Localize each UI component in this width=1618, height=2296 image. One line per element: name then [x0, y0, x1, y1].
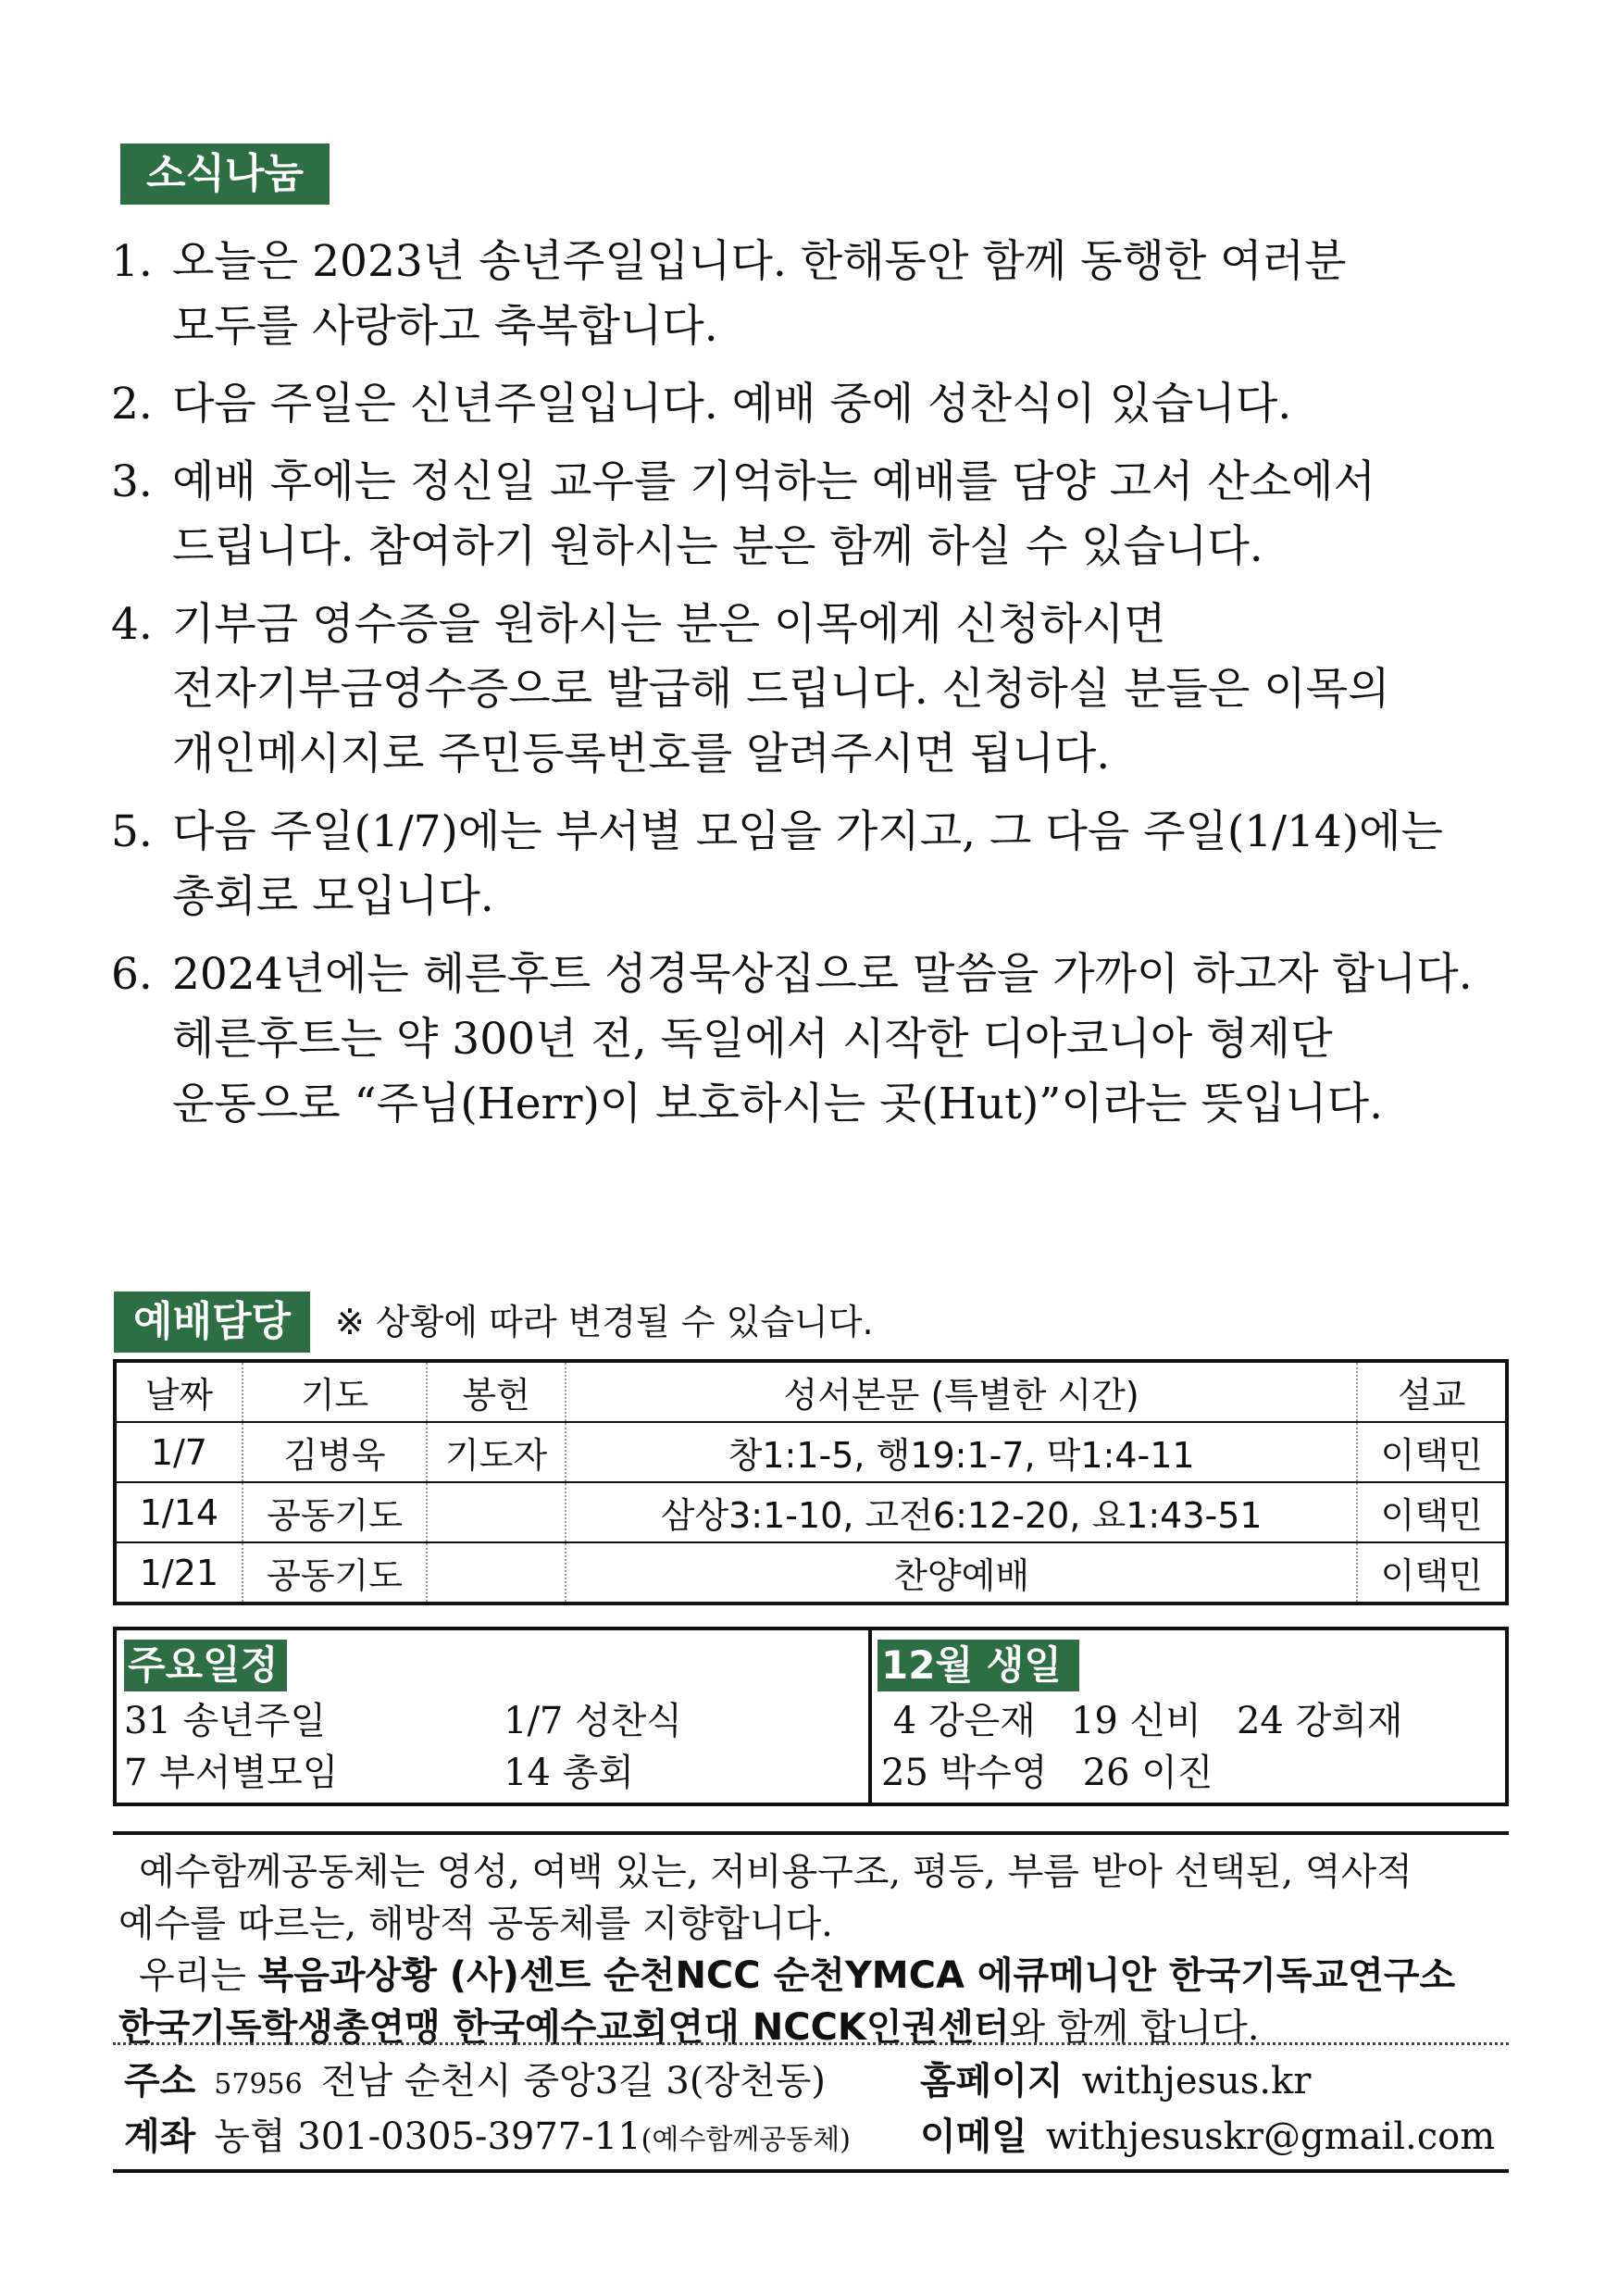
address-label: 주소 — [124, 2060, 196, 2103]
schedule-item: 31 송년주일 — [124, 1700, 327, 1742]
news-item-line: 2024년에는 헤른후트 성경묵상집으로 말씀을 가까이 하고자 합니다. — [172, 949, 1473, 1000]
news-item-line: 다음 주일(1/7)에는 부서별 모임을 가지고, 그 다음 주일(1/14)에는 — [172, 806, 1443, 857]
table-row — [115, 1482, 1507, 1542]
contact-info — [124, 2053, 1509, 2165]
cell-date: 1/7 — [115, 1422, 243, 1482]
schedule-item: 14 총회 — [504, 1752, 634, 1794]
news-item-line: 운동으로 “주님(Herr)이 보호하시는 곳(Hut)”이라는 뜻입니다. — [172, 1079, 1384, 1129]
cell-offering — [427, 1482, 566, 1542]
dotted-divider — [113, 2042, 1509, 2045]
worship-section-tag: 예배담당 — [114, 1292, 310, 1353]
news-section-tag: 소식나눔 — [120, 144, 330, 205]
news-item-line: 기부금 영수증을 원하시는 분은 이목에게 신청하시면 — [172, 599, 1166, 650]
news-item-line: 다음 주일은 신년주일입니다. 예배 중에 성찬식이 있습니다. — [172, 379, 1292, 430]
news-item-line: 오늘은 2023년 송년주일입니다. 한해동안 함께 동행한 여러분 — [172, 236, 1347, 287]
account-holder: (예수함께공동체) — [641, 2124, 851, 2156]
news-item — [111, 450, 1518, 580]
schedule-item: 7 부서별모임 — [124, 1752, 339, 1794]
news-item-number: 6. — [111, 949, 153, 1000]
partners-line — [113, 2002, 1509, 2053]
cell-scripture: 찬양예배 — [566, 1542, 1357, 1603]
news-item-line: 드립니다. 참여하기 원하시는 분은 함께 하실 수 있습니다. — [172, 521, 1263, 572]
email-label: 이메일 — [920, 2115, 1027, 2158]
cell-sermon: 이택민 — [1357, 1542, 1507, 1603]
cell-date: 1/21 — [115, 1542, 243, 1603]
cell-scripture: 삼상3:1-10, 고전6:12-20, 요1:43-51 — [566, 1482, 1357, 1542]
homepage-label: 홈페이지 — [920, 2060, 1064, 2103]
table-header-row — [115, 1361, 1507, 1422]
partners-list: 복음과상황 (사)센트 순천NCC 순천YMCA 에큐메니안 한국기독교연구소 — [257, 1954, 1456, 1997]
birthday-section-tag: 12월 생일 — [877, 1640, 1079, 1691]
birthday-line: 4 강은재 19 신비 24 강희재 — [881, 1700, 1403, 1742]
news-item-number: 5. — [111, 806, 153, 857]
news-item — [111, 800, 1518, 930]
zip-code: 57956 — [214, 2068, 303, 2101]
mission-statement — [113, 1831, 1509, 2053]
news-item-number: 3. — [111, 456, 153, 507]
header-sermon: 설교 — [1357, 1361, 1507, 1422]
cell-scripture: 창1:1-5, 행19:1-7, 막1:4-11 — [566, 1422, 1357, 1482]
news-list — [111, 230, 1518, 1150]
schedule-item: 1/7 성찬식 — [504, 1700, 683, 1742]
schedule-section-tag: 주요일정 — [124, 1640, 287, 1691]
account-label: 계좌 — [124, 2115, 196, 2158]
header-prayer: 기도 — [243, 1361, 427, 1422]
news-item — [111, 593, 1518, 787]
news-item-line: 총회로 모입니다. — [172, 871, 494, 922]
header-scripture: 성서본문 (특별한 시간) — [566, 1361, 1357, 1422]
news-item-line: 예배 후에는 정신일 교우를 기억하는 예배를 담양 고서 산소에서 — [172, 456, 1375, 507]
header-offering: 봉헌 — [427, 1361, 566, 1422]
mission-line: 예수를 따르는, 해방적 공동체를 지향합니다. — [118, 1903, 833, 1945]
email-link[interactable]: withjesuskr@gmail.com — [1045, 2115, 1496, 2158]
birthday-line: 25 박수영 26 이진 — [881, 1752, 1214, 1794]
table-row — [115, 1542, 1507, 1603]
partners-suffix: 와 함께 합니다. — [1009, 2006, 1260, 2049]
news-item-line: 헤른후트는 약 300년 전, 독일에서 시작한 디아코니아 형제단 — [172, 1014, 1333, 1065]
worship-note: ※ 상황에 따라 변경될 수 있습니다. — [335, 1302, 874, 1342]
partners-line — [113, 1950, 1509, 2002]
news-item — [111, 230, 1518, 359]
box-divider — [868, 1630, 872, 1803]
news-item-number: 4. — [111, 599, 153, 650]
bottom-divider — [113, 2169, 1509, 2173]
news-item — [111, 942, 1518, 1137]
homepage-link[interactable]: withjesus.kr — [1081, 2060, 1312, 2103]
cell-offering: 기도자 — [427, 1422, 566, 1482]
news-item-line: 개인메시지로 주민등록번호를 알려주시면 됩니다. — [172, 729, 1111, 780]
schedule-birthday-box — [113, 1627, 1509, 1806]
partners-prefix: 우리는 — [139, 1954, 258, 1997]
cell-prayer: 김병욱 — [243, 1422, 427, 1482]
header-date: 날짜 — [115, 1361, 243, 1422]
news-item-line: 전자기부금영수증으로 발급해 드립니다. 신청하실 분들은 이목의 — [172, 664, 1390, 715]
news-item-number: 2. — [111, 379, 153, 430]
table-row — [115, 1422, 1507, 1482]
cell-prayer: 공동기도 — [243, 1482, 427, 1542]
news-item — [111, 372, 1518, 437]
cell-sermon: 이택민 — [1357, 1422, 1507, 1482]
address: 전남 순천시 중앙3길 3(장천동) — [320, 2060, 827, 2103]
partners-list: 한국기독학생총연맹 한국예수교회연대 NCCK인권센터 — [118, 2006, 1010, 2049]
news-item-line: 모두를 사랑하고 축복합니다. — [172, 301, 718, 352]
cell-sermon: 이택민 — [1357, 1482, 1507, 1542]
bank-account: 농협 301-0305-3977-11 — [214, 2115, 641, 2158]
cell-date: 1/14 — [115, 1482, 243, 1542]
mission-line: 예수함께공동체는 영성, 여백 있는, 저비용구조, 평등, 부름 받아 선택된, 역사적 — [139, 1851, 1413, 1893]
worship-schedule-table — [113, 1359, 1509, 1605]
news-item-number: 1. — [111, 236, 153, 287]
cell-offering — [427, 1542, 566, 1603]
cell-prayer: 공동기도 — [243, 1542, 427, 1603]
